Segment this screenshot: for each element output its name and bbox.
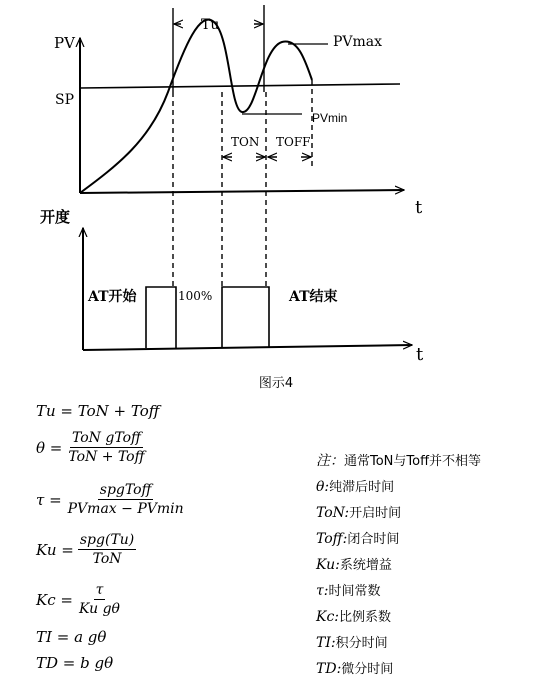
formula-lhs: θ = — [36, 438, 63, 457]
formula-row — [36, 430, 147, 465]
note-text: 系统增益 — [339, 558, 392, 573]
valve-pulse — [222, 287, 269, 348]
pv-curve — [80, 20, 312, 193]
toff-label: TOFF — [276, 135, 311, 149]
formula-denominator: Ku gθ — [78, 601, 120, 617]
formula-fraction — [66, 482, 186, 517]
note-symbol: 注： — [316, 453, 344, 469]
at-start-label: AT开始 — [88, 289, 137, 305]
note-row — [316, 580, 380, 599]
formula-row — [36, 582, 122, 617]
figure-caption: 图示4 — [258, 376, 294, 391]
formula-row — [36, 482, 186, 517]
formula-lhs: Ku = — [36, 540, 74, 559]
note-row — [316, 554, 392, 573]
formula-denominator: ToN + Toff — [68, 449, 145, 465]
formula-numerator: spgToff — [99, 482, 152, 498]
formula-numerator: spg(Tu) — [79, 532, 135, 548]
formula-row — [36, 654, 113, 672]
opening-label: 开度 — [40, 208, 71, 226]
formula-lhs: TI = — [36, 628, 70, 646]
formula-rhs: a gθ — [74, 628, 107, 646]
note-row — [316, 632, 388, 651]
note-symbol: τ: — [316, 583, 329, 599]
pvmin-label: PVmin — [312, 111, 348, 125]
formula-denominator: ToN — [92, 551, 122, 567]
note-row — [316, 528, 399, 547]
top-x-axis — [80, 190, 404, 193]
bottom-x-axis — [83, 345, 412, 350]
pct-label: 100% — [178, 289, 213, 303]
sp-line — [80, 84, 400, 88]
sp-label: SP — [55, 92, 75, 108]
note-text: 微分时间 — [341, 662, 394, 677]
note-text: 开启时间 — [349, 506, 402, 521]
formula-lhs: TD = — [36, 654, 76, 672]
formula-lhs: τ = — [36, 490, 62, 509]
note-symbol: Toff: — [316, 531, 348, 547]
note-text: 纯滞后时间 — [329, 480, 395, 495]
top-t-label: t — [415, 197, 423, 218]
note-text: 积分时间 — [335, 636, 388, 651]
note-symbol: Ku: — [316, 557, 340, 573]
at-end-label: AT结束 — [289, 289, 338, 305]
note-text: 时间常数 — [328, 584, 381, 599]
note-symbol: ToN: — [316, 505, 350, 521]
formula-row — [36, 628, 106, 646]
note-row — [316, 450, 481, 470]
formula-rhs: ToN + Toff — [77, 402, 160, 420]
bottom-t-label: t — [416, 344, 424, 365]
formula-numerator: τ — [95, 582, 104, 598]
note-row — [316, 476, 394, 495]
note-symbol: θ: — [316, 479, 330, 495]
note-text: 通常ToN与Toff并不相等 — [344, 454, 482, 469]
valve-pulse — [146, 287, 176, 348]
formula-rhs: b gθ — [80, 654, 114, 672]
formula-fraction — [78, 532, 136, 567]
tu-label: Tu — [201, 17, 220, 33]
formula-fraction — [77, 582, 122, 617]
formula-numerator: ToN gToff — [71, 430, 141, 446]
formula-lhs: Kc = — [36, 590, 73, 609]
note-symbol: Kc: — [316, 609, 340, 625]
ton-label: TON — [231, 135, 260, 149]
formula-denominator: PVmax − PVmin — [67, 501, 184, 517]
note-text: 比例系数 — [339, 610, 392, 625]
formula-row — [36, 532, 136, 567]
formula-fraction — [66, 430, 146, 465]
note-row — [316, 658, 393, 677]
note-text: 闭合时间 — [347, 532, 400, 547]
note-row — [316, 502, 401, 521]
formula-row — [36, 402, 159, 420]
pv-axis-label: PV — [54, 34, 75, 52]
note-symbol: TI: — [316, 635, 336, 651]
note-row — [316, 606, 391, 625]
note-symbol: TD: — [316, 661, 342, 677]
pvmax-label: PVmax — [333, 34, 383, 50]
formula-lhs: Tu = — [36, 402, 74, 420]
